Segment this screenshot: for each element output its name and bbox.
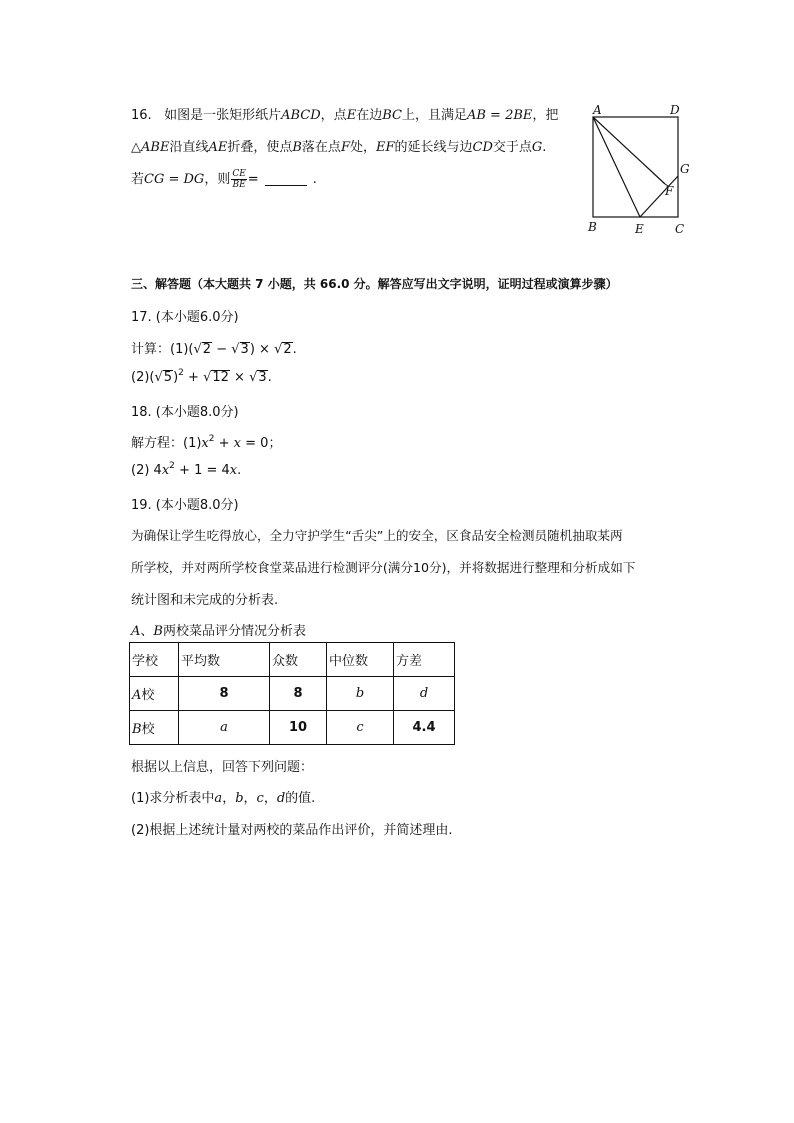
q17-line2: $(2)(√5)^2 + √12 \times √3$. bbox=[131, 368, 272, 385]
q19-sub1: (1)求分析表中a，b，c，d的值. bbox=[131, 791, 316, 806]
table-cell-school: B校 bbox=[130, 711, 179, 745]
table-row bbox=[130, 677, 455, 711]
table-header-cell: 平均数 bbox=[179, 643, 270, 677]
q19-paragraph-line1: 为确保让学生吃得放心，全力守护学生“舌尖”上的安全，区食品安全检测员随机抽取某两 bbox=[131, 528, 623, 543]
q17-line1: 计算：(1)(√2 − √3) × √2. bbox=[131, 342, 297, 357]
q19-paragraph-line2: 所学校，并对两所学校食堂菜品进行检测评分(满分10分)，并将数据进行整理和分析成如下 bbox=[131, 560, 636, 575]
table-header-row bbox=[130, 643, 455, 677]
rectangle-abcd bbox=[593, 117, 678, 217]
q19-header: 19. (本小题8.0分) bbox=[131, 498, 239, 513]
table-cell: a bbox=[179, 711, 270, 745]
table-cell-school: A校 bbox=[130, 677, 179, 711]
q16-line1: 16. 如图是一张矩形纸片ABCD，点E在边BC上，且满足AB = 2BE，把 bbox=[131, 108, 559, 123]
table-cell: d bbox=[394, 677, 455, 711]
table-cell: b bbox=[327, 677, 394, 711]
table-header-cell: 中位数 bbox=[327, 643, 394, 677]
section-heading: 三、解答题（本大题共 7 小题，共 66.0 分。解答应写出文字说明，证明过程或演算步骤） bbox=[131, 277, 618, 291]
table-cell: 8 bbox=[179, 677, 270, 711]
table-cell: c bbox=[327, 711, 394, 745]
table-cell: 8 bbox=[270, 677, 327, 711]
table-title: A、B两校菜品评分情况分析表 bbox=[131, 624, 306, 639]
q18-line1: 解方程：$(1)x^2 + x = 0$； bbox=[131, 434, 282, 451]
segment-af bbox=[593, 117, 665, 184]
q17-header: 17. (本小题6.0分) bbox=[131, 310, 239, 325]
q16-line3: 若CG = DG，则 $\frac{CE}{BE}$ = . bbox=[131, 169, 317, 190]
analysis-table bbox=[129, 642, 455, 745]
table-header-cell: 方差 bbox=[394, 643, 455, 677]
fraction-ce-be: $\frac{CE}{BE}$ bbox=[232, 169, 246, 190]
table-cell: 4.4 bbox=[394, 711, 455, 745]
label-f: F bbox=[665, 184, 674, 198]
q18-line2: (2) $4x^2 + 1 = 4x$. bbox=[131, 461, 242, 478]
q16-line2: △ABE沿直线AE折叠，使点B落在点F处，EF的延长线与边CD交于点G. bbox=[131, 140, 547, 155]
label-b: B bbox=[588, 220, 597, 234]
table-cell: 10 bbox=[270, 711, 327, 745]
label-d: D bbox=[670, 103, 680, 117]
table-header-cell: 众数 bbox=[270, 643, 327, 677]
q16-number: 16. bbox=[131, 108, 152, 123]
table-header-cell: 学校 bbox=[130, 643, 179, 677]
label-a: A bbox=[593, 103, 602, 117]
answer-blank bbox=[265, 185, 307, 186]
q19-paragraph-line3: 统计图和未完成的分析表. bbox=[131, 593, 279, 608]
geometry-figure bbox=[585, 100, 695, 240]
label-e: E bbox=[635, 222, 644, 236]
label-c: C bbox=[675, 222, 685, 236]
q18-header: 18. (本小题8.0分) bbox=[131, 405, 239, 420]
table-row bbox=[130, 711, 455, 745]
q19-after-table: 根据以上信息，回答下列问题： bbox=[131, 760, 314, 775]
label-g: G bbox=[680, 162, 690, 176]
q19-sub2: (2)根据上述统计量对两校的菜品作出评价，并简述理由. bbox=[131, 823, 453, 838]
segment-ae bbox=[593, 117, 640, 217]
